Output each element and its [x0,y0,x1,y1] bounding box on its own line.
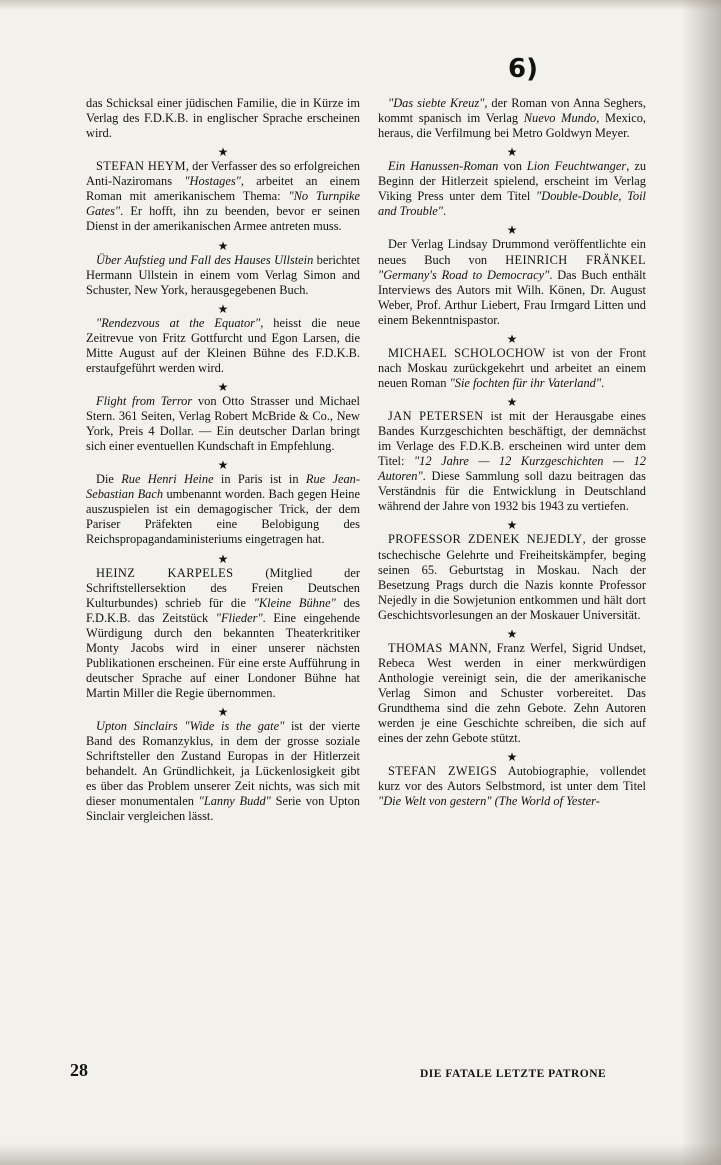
star-separator-icon: ★ [506,518,518,533]
italic-title: "Kleine Bühne" [253,595,336,610]
text-run: ist mit der Herausgabe eines Bandes Kurzgeschichten beschäftigt, der demnächst im Verlage des F.D.K.B. erscheinen wird unter dem Titel: [378,409,646,469]
text-run: . Das Buch enthält Interviews des Autors mit Wilh. Könen, Dr. August Weber, Prof. Arthur Liebert, Frau Irmgard Litten und einem Bekenntnispastor. [378,267,646,327]
italic-title: "Hostages" [184,174,241,189]
news-item [86,394,360,454]
news-item [86,566,360,702]
news-item [86,472,360,547]
text-run: ist von der Front nach Moskau zurückgekehrt und arbeitet an einem neuen Roman [378,345,647,390]
name-caps: THOMAS MANN [388,640,489,655]
text-run: , der Roman von Anna Seghers, kommt spanisch im Verlag [378,96,646,126]
page-edge-top [0,0,721,10]
italic-title: Über Aufstieg und Fall des Hauses Ullstein [96,252,314,267]
name-caps: HEINRICH FRÄNKEL [505,252,646,267]
italic-title: "Das siebte Kreuz" [388,96,485,110]
italic-title: "Die Welt von gestern" [378,794,492,809]
italic-title: Upton Sinclairs [96,719,178,734]
italic-title: Ein Hanussen-Roman [388,159,499,174]
star-separator-icon: ★ [506,145,518,160]
text-run: von [498,159,527,174]
text-run: des F.D.K.B. das Zeitstück [86,595,360,625]
name-caps: PROFESSOR ZDENEK NEJEDLY [388,532,583,547]
text-run: ist der vierte Band des Romanzyklus, in dem der grosse soziale Schriftsteller den Zustand Europas in der Hitlerzeit behandelt. An Gründlichkeit, ja Lückenlosigkeit gibt es über das Problem unserer Zeit nichts, was sich mit dieser monumentalen [86,719,360,809]
text-run: umbenannt worden. Bach gegen Heine auszuspielen ist ein demagogischer Trick, der dem Pariser Präfekten eine Belobigung des Reichspropagandaministeriums eingetragen hat. [86,487,360,547]
italic-title: "Double-Double, Toil and Trouble" [378,189,646,219]
italic-title: Rue Henri Heine [121,472,214,487]
star-separator-icon: ★ [217,458,229,473]
star-separator-icon: ★ [217,145,229,160]
news-item [378,346,646,391]
text-run: Der Verlag Lindsay Drummond veröffentlichte ein neues Buch von [378,237,646,267]
star-separator-icon: ★ [506,331,518,346]
text-run: Autobiographie, vollendet kurz vor des Autors Selbstmord, ist unter dem Titel [378,764,646,794]
star-separator-icon: ★ [506,395,518,409]
news-item [86,719,360,824]
star-separator-icon: ★ [217,551,229,566]
text-run: , arbeitet an einem Roman mit amerikanischem Thema: [86,174,360,204]
news-item [378,237,646,327]
star-separator-icon: ★ [217,705,229,720]
text-run: in Paris ist in [213,472,306,487]
right-column [378,96,646,814]
left-column [86,96,360,830]
italic-title: "Flieder" [215,610,263,625]
star-separator-icon: ★ [506,750,518,765]
news-item [86,96,360,141]
italic-title: "12 Jahre — 12 Kurzgeschichten — 12 Autoren" [378,454,646,484]
italic-title: (The World of Yester- [494,794,600,809]
text-run: berichtet Hermann Ullstein in einem vom Verlag Simon and Schuster, New York, herausgegebenen Buch. [86,252,360,297]
page-edge-bottom [0,1143,721,1165]
italic-title: "No Turnpike Gates" [86,189,360,219]
name-caps: JAN PETERSEN [388,409,484,423]
star-separator-icon: ★ [217,379,229,394]
page-edge-right [681,0,721,1165]
text-run: , Mexico, heraus, die Verfilmung bei Metro Goldwyn Meyer. [378,111,646,141]
news-item [86,253,360,298]
text-run: (Mitglied der Schriftstellersektion des Freien Deutschen Kulturbundes) schrieb für die [86,565,360,610]
text-run: . Diese Sammlung soll dazu beitragen das Verständnis für die Entwicklung in Deutschland während der Jahre von 1932 bis 1943 zu vertiefen. [378,469,646,514]
text-run: . [442,204,447,219]
news-item [86,316,360,376]
star-separator-icon: ★ [506,223,518,238]
italic-title: "Sie fochten für ihr Vaterland" [449,375,602,390]
text-run: Die [96,472,122,487]
italic-title: "Germany's Road to Democracy" [378,267,550,282]
news-item [378,409,646,514]
text-run: . Eine eingehende Würdigung durch den bekannten Theaterkritiker Monty Jacobs wird in einer unserer nächsten Publikationen erscheinen. Für eine erste Aufführung in deutscher Sprache auf einer Londoner Bühne hat Martin Miller die Regie übernommen. [86,610,360,700]
text-run: . [601,375,605,390]
text-run: . Er hofft, ihn zu beenden, bevor er seinen Dienst in der amerikanischen Armee antreten muss. [86,204,360,234]
text-run: Serie von Upton Sinclair vergleichen lässt. [86,794,360,824]
news-item [378,159,646,219]
news-item [378,764,646,809]
star-separator-icon: ★ [217,238,229,253]
italic-title: Lion Feuchtwanger [526,159,627,174]
text-run: von Otto Strasser und Michael Stern. 361 Seiten, Verlag Robert McBride & Co., New York, Preis 4 Dollar. — Ein deutscher Darlan bringt sich einer eventuellen Kundschaft in Empfehlung. [86,393,360,454]
italic-title: "Wide is the gate" [184,719,285,734]
news-item [378,96,646,141]
italic-title: Flight from Terror [96,393,193,408]
text-run: , der grosse tschechische Gelehrte und Freiheitskämpfer, beging seinen 65. Geburtstag in Moskau. Nach der Besetzung Prags durch die Nazis konnte Professor Nejedly in die Sowjetunion entkommen und hält dort Geschichtsvorlesungen an der Moskauer Universität. [378,532,646,622]
name-caps: STEFAN ZWEIGS [388,764,498,779]
italic-title: "Lanny Budd" [198,794,271,809]
name-caps: STEFAN HEYM [96,159,186,174]
news-item [378,532,646,622]
news-item [86,159,360,234]
text-run: , der Verfasser des so erfolgreichen Anti-Naziromans [86,159,360,189]
page-number: 28 [70,1060,88,1080]
text-run: das Schicksal einer jüdischen Familie, die in Kürze im Verlag des F.D.K.B. in englischer Sprache erscheinen wird. [86,96,360,141]
italic-title: Nuevo Mundo [523,111,597,126]
italic-title: Rue Jean-Sebastian Bach [86,472,360,502]
name-caps: MICHAEL SCHOLOCHOW [388,345,546,360]
text-run: , heisst die neue Zeitrevue von Fritz Gottfurcht und Egon Larsen, die Mitte August auf der Kleinen Bühne des F.D.K.B. erstaufgeführt werden wird. [86,315,360,375]
running-title: DIE FATALE LETZTE PATRONE [420,1068,607,1080]
news-item [378,641,646,746]
star-separator-icon: ★ [217,301,229,316]
name-caps: HEINZ KARPELES [96,565,234,580]
star-separator-icon: ★ [506,626,518,641]
text-run: , Franz Werfel, Sigrid Undset, Rebeca West werden in einer merkwürdigen Anthologie vereinigt sein, die der amerikanische Verlag Simon and Schuster vorbereitet. Das Grundthema sind die zehn Gebote. Zehn Autoren werden je eine Geschichte schreiben, die sich auf eines der zehn Gebote stützt. [378,640,647,746]
italic-title: "Rendezvous at the Equator" [96,315,261,330]
text-run: , zu Beginn der Hitlerzeit spielend, erscheint im Verlag Viking Press unter dem Titel [378,159,647,204]
handwritten-page-mark: 6) [508,54,538,84]
